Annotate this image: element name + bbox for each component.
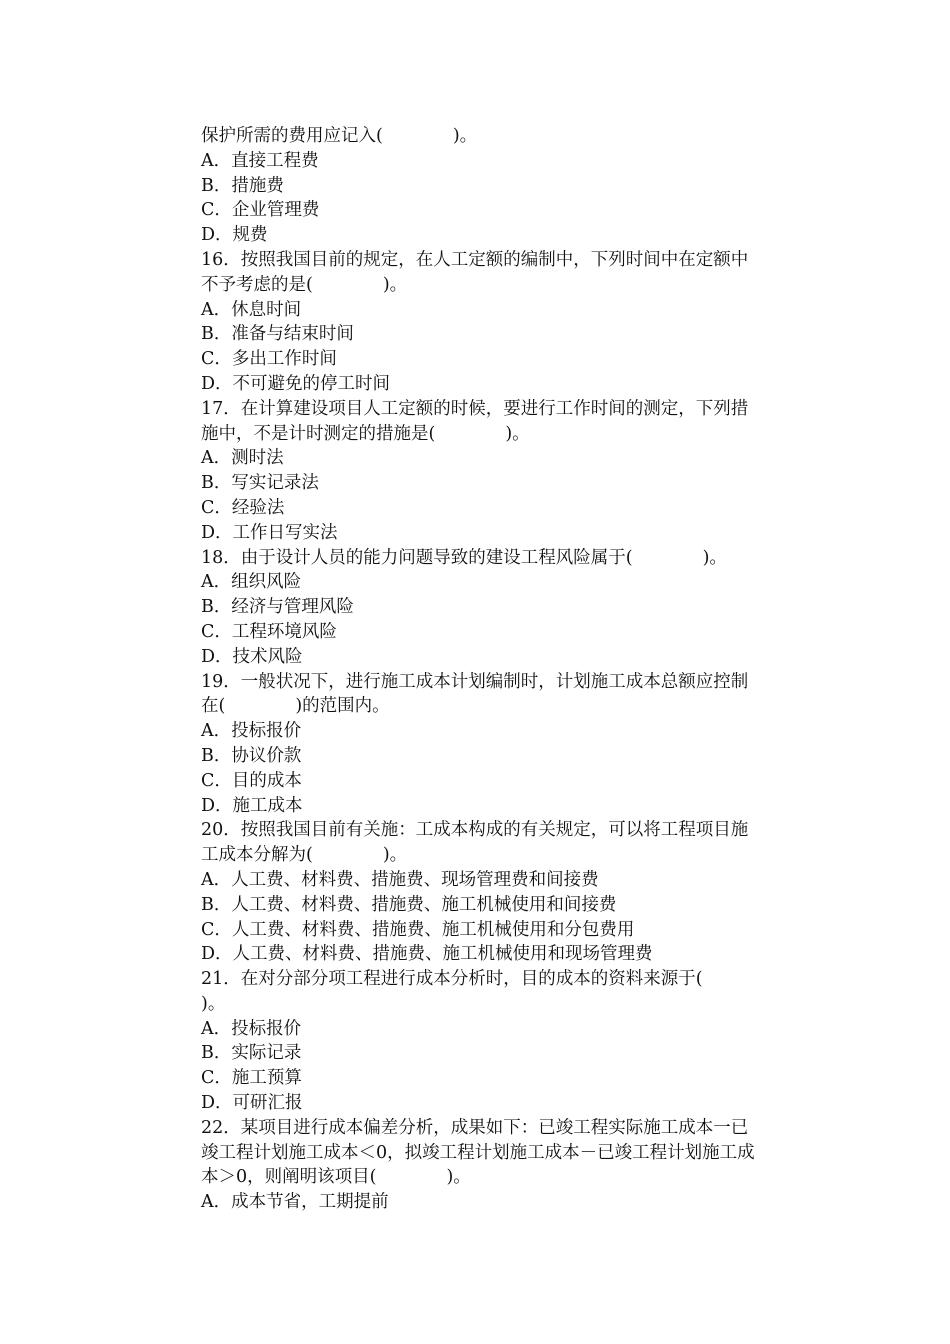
question-21: 21．在对分部分项工程进行成本分析时，目的成本的资料来源于(: [201, 969, 703, 990]
question-22: 22．某项目进行成本偏差分析，成果如下：已竣工程实际施工成本一已: [201, 1117, 749, 1138]
text-line: 保护所需的费用应记入( )。: [201, 126, 478, 146]
option-c: C．人工费、材料费、措施费、施工机械使用和分包费用: [201, 919, 635, 940]
question-22-cont: 本＞0，则阐明该项目( )。: [201, 1167, 471, 1188]
question-22-cont: 竣工程计划施工成本＜0，拟竣工程计划施工成本－已竣工程计划施工成: [201, 1142, 755, 1163]
question-18: 18．由于设计人员的能力问题导致的建设工程风险属于( )。: [201, 547, 727, 568]
option-b: B．实际记录: [201, 1043, 302, 1064]
option-a: A．成本节省，工期提前: [201, 1192, 389, 1213]
option-c: C．施工预算: [201, 1068, 302, 1089]
option-c: C．目的成本: [201, 770, 302, 791]
option-c: C．多出工作时间: [201, 349, 337, 370]
option-d: D．人工费、材料费、措施费、施工机械使用和现场管理费: [201, 944, 653, 965]
option-c: C．企业管理费: [201, 200, 320, 221]
option-c: C．工程环境风险: [201, 621, 337, 642]
option-b: B．写实记录法: [201, 473, 319, 494]
option-d: D．不可避免的停工时间: [201, 373, 391, 394]
option-b: B．措施费: [201, 175, 284, 196]
option-a: A．组织风险: [201, 572, 302, 593]
option-a: A．人工费、材料费、措施费、现场管理费和间接费: [201, 869, 599, 890]
question-20: 20．按照我国目前有关施：工成本构成的有关规定，可以将工程项目施: [201, 820, 749, 841]
question-16: 16．按照我国目前的规定，在人工定额的编制中，下列时间中在定额中: [201, 249, 749, 270]
option-d: D．工作日写实法: [201, 522, 338, 543]
question-19: 19．一般状况下，进行施工成本计划编制时，计划施工成本总额应控制: [201, 671, 749, 692]
option-c: C．经验法: [201, 497, 285, 518]
question-17: 17．在计算建设项目人工定额的时候，要进行工作时间的测定，下列措: [201, 398, 749, 419]
option-b: B．协议价款: [201, 745, 302, 766]
option-a: A．投标报价: [201, 721, 302, 742]
question-16-cont: 不予考虑的是( )。: [201, 274, 408, 295]
option-b: B．经济与管理风险: [201, 597, 354, 618]
option-b: B．人工费、材料费、措施费、施工机械使用和间接费: [201, 894, 617, 915]
option-b: B．准备与结束时间: [201, 324, 354, 345]
question-21-cont: )。: [201, 993, 226, 1014]
option-d: D．规费: [201, 225, 268, 246]
document-body: [201, 124, 811, 1215]
question-19-cont: 在( )的范围内。: [201, 696, 390, 717]
option-a: A．休息时间: [201, 299, 302, 320]
option-d: D．可研汇报: [201, 1093, 303, 1114]
option-d: D．施工成本: [201, 795, 303, 816]
question-17-cont: 施中，不是计时测定的措施是( )。: [201, 423, 530, 444]
option-a: A．投标报价: [201, 1018, 302, 1039]
option-a: A．直接工程费: [201, 150, 319, 171]
question-20-cont: 工成本分解为( )。: [201, 845, 408, 866]
option-d: D．技术风险: [201, 646, 303, 667]
option-a: A．测时法: [201, 448, 284, 469]
